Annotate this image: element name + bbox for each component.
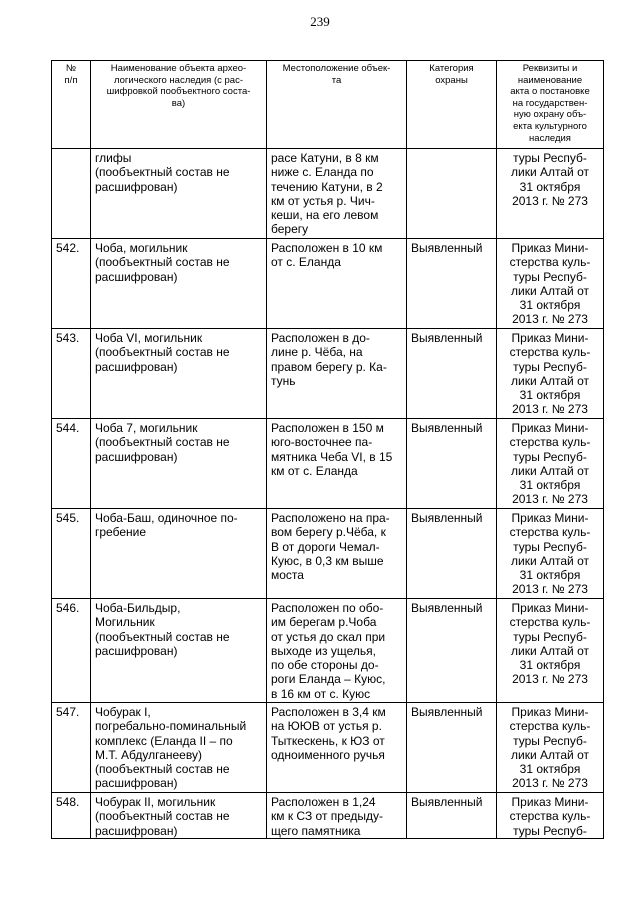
- object-name: Чоба VI, могильник (пообъектный состав не расшифрован): [91, 329, 267, 419]
- object-name: глифы (пообъектный состав не расшифрован): [91, 149, 267, 239]
- table-row: [52, 419, 604, 509]
- object-location: Расположен в до- лине р. Чёба, на правом берегу р. Ка- тунь: [267, 329, 407, 419]
- table-row: [52, 149, 604, 239]
- object-location: Расположен по обо- им берегам р.Чоба от устья до скал при выходе из ущелья, по обе стороны до- роги Еланда – Куюс, в 16 км от с. Куюс: [267, 599, 407, 703]
- protection-category: Выявленный: [407, 419, 497, 509]
- header-name: Наименование объекта архео- логического наследия (с рас- шифровкой пообъектного соста- ва): [91, 61, 267, 149]
- table-row: [52, 239, 604, 329]
- row-number: 543.: [52, 329, 91, 419]
- act-requisites: Приказ Мини- стерства куль- туры Респуб- лики Алтай от 31 октября 2013 г. № 273: [497, 239, 604, 329]
- object-name: Чобурак I, погребально-поминальный комплекс (Еланда II – по М.Т. Абдулганееву) (пообъектный состав не расшифрован): [91, 703, 267, 793]
- heritage-objects-table: [51, 60, 604, 839]
- protection-category: Выявленный: [407, 509, 497, 599]
- row-number: 542.: [52, 239, 91, 329]
- header-number: № п/п: [52, 61, 91, 149]
- act-requisites: Приказ Мини- стерства куль- туры Респуб- лики Алтай от 31 октября 2013 г. № 273: [497, 509, 604, 599]
- row-number: 544.: [52, 419, 91, 509]
- header-requisites: Реквизиты и наименование акта о постановке на государствен- ную охрану объ- екта культурного наследия: [497, 61, 604, 149]
- row-number: 547.: [52, 703, 91, 793]
- act-requisites: туры Респуб- лики Алтай от 31 октября 2013 г. № 273: [497, 149, 604, 239]
- row-number: 545.: [52, 509, 91, 599]
- act-requisites: Приказ Мини- стерства куль- туры Респуб- лики Алтай от 31 октября 2013 г. № 273: [497, 703, 604, 793]
- protection-category: Выявленный: [407, 239, 497, 329]
- object-name: Чоба-Баш, одиночное по- гребение: [91, 509, 267, 599]
- act-requisites: Приказ Мини- стерства куль- туры Респуб-: [497, 793, 604, 839]
- table-row: [52, 329, 604, 419]
- table-row: [52, 703, 604, 793]
- row-number: 546.: [52, 599, 91, 703]
- header-category: Категория охраны: [407, 61, 497, 149]
- object-name: Чоба-Бильдыр, Могильник (пообъектный состав не расшифрован): [91, 599, 267, 703]
- act-requisites: Приказ Мини- стерства куль- туры Респуб- лики Алтай от 31 октября 2013 г. № 273: [497, 329, 604, 419]
- protection-category: Выявленный: [407, 599, 497, 703]
- table-row: [52, 599, 604, 703]
- object-location: Расположено на пра- вом берегу р.Чёба, к В от дороги Чемал- Куюс, в 0,3 км выше моста: [267, 509, 407, 599]
- act-requisites: Приказ Мини- стерства куль- туры Респуб- лики Алтай от 31 октября 2013 г. № 273: [497, 419, 604, 509]
- object-name: Чоба, могильник (пообъектный состав не расшифрован): [91, 239, 267, 329]
- table-row: [52, 793, 604, 839]
- object-location: расе Катуни, в 8 км ниже с. Еланда по течению Катуни, в 2 км от устья р. Чич- кеши, на его левом берегу: [267, 149, 407, 239]
- row-number: 548.: [52, 793, 91, 839]
- header-location: Местоположение объек- та: [267, 61, 407, 149]
- act-requisites: Приказ Мини- стерства куль- туры Респуб- лики Алтай от 31 октября 2013 г. № 273: [497, 599, 604, 703]
- object-location: Расположен в 150 м юго-восточнее па- мятника Чеба VI, в 15 км от с. Еланда: [267, 419, 407, 509]
- table-header-row: [52, 61, 604, 149]
- protection-category: Выявленный: [407, 329, 497, 419]
- protection-category: Выявленный: [407, 793, 497, 839]
- protection-category: Выявленный: [407, 703, 497, 793]
- row-number: [52, 149, 91, 239]
- object-name: Чоба 7, могильник (пообъектный состав не расшифрован): [91, 419, 267, 509]
- table-row: [52, 509, 604, 599]
- object-name: Чобурак II, могильник (пообъектный состав не расшифрован): [91, 793, 267, 839]
- protection-category: [407, 149, 497, 239]
- object-location: Расположен в 10 км от с. Еланда: [267, 239, 407, 329]
- object-location: Расположен в 3,4 км на ЮЮВ от устья р. Тыткескень, к ЮЗ от одноименного ручья: [267, 703, 407, 793]
- page-number: 239: [310, 14, 330, 29]
- object-location: Расположен в 1,24 км к СЗ от предыду- щего памятника: [267, 793, 407, 839]
